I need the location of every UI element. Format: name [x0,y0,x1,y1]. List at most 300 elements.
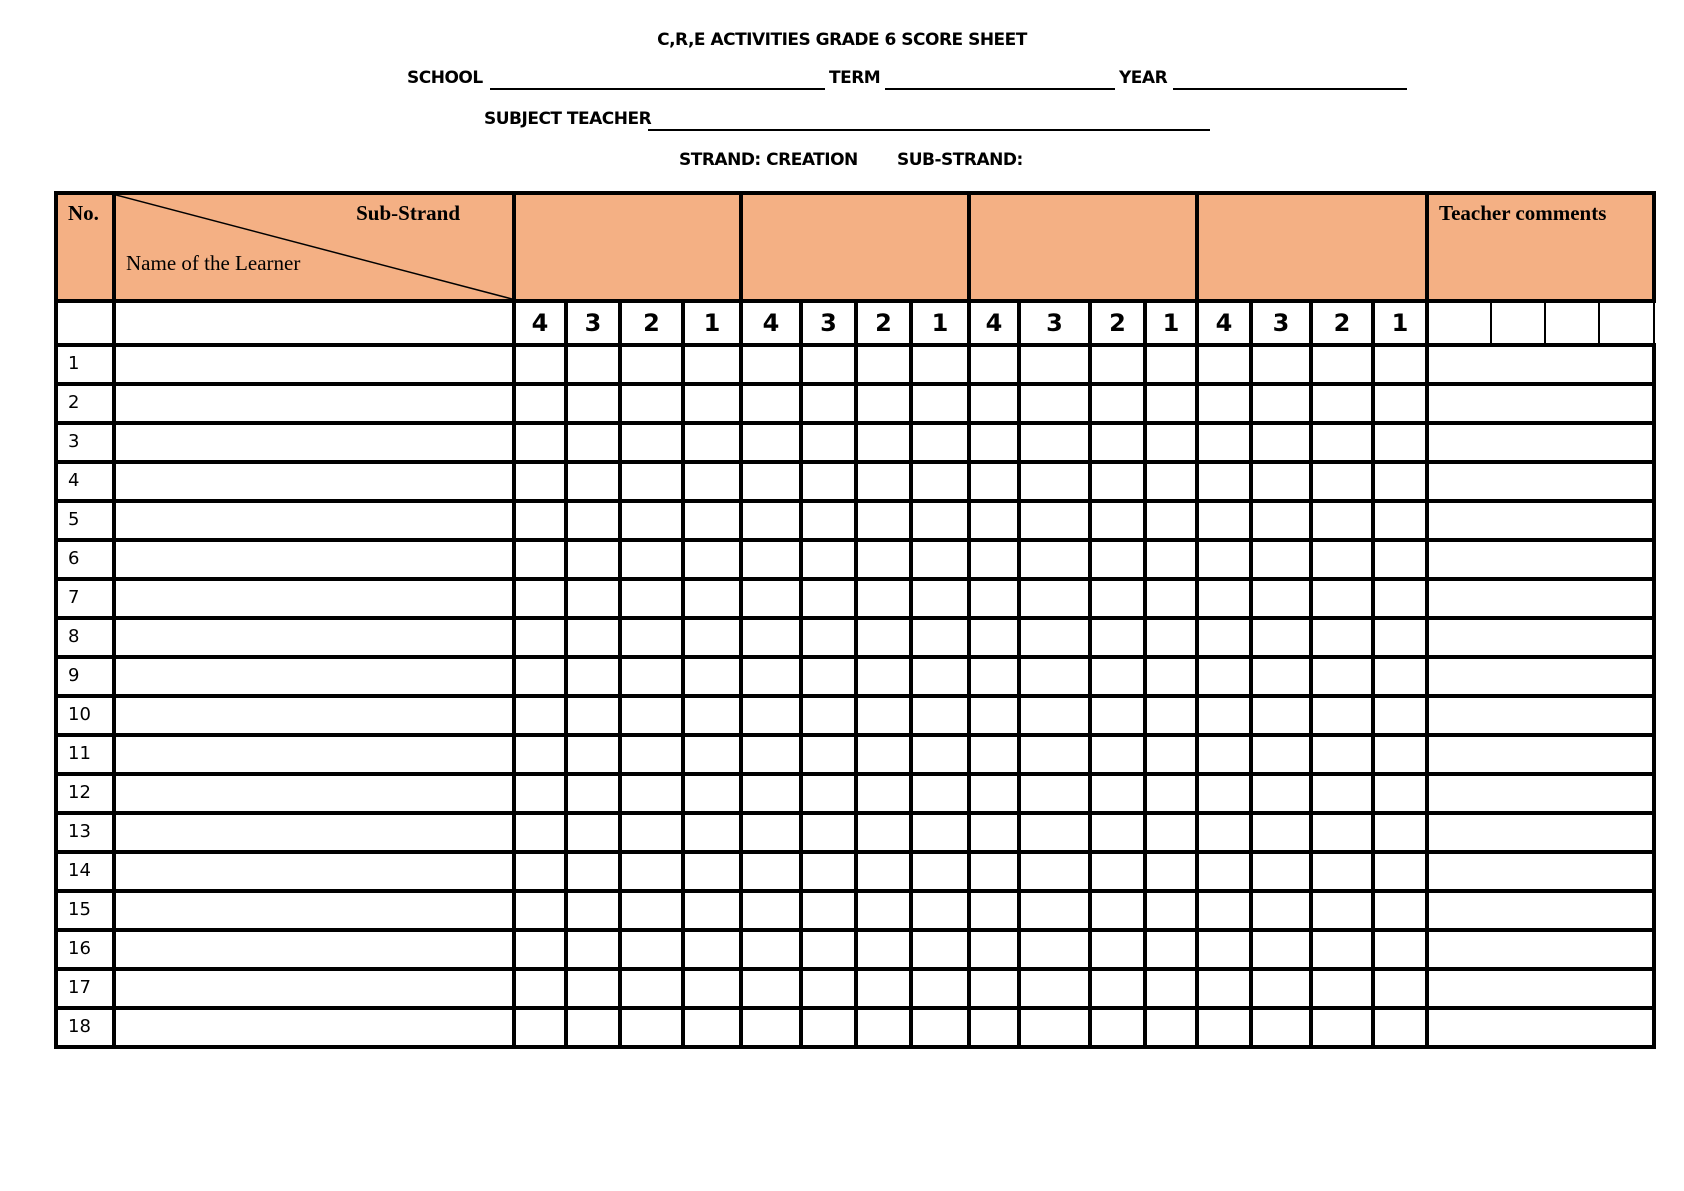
score-cell[interactable] [801,501,856,540]
score-cell[interactable] [1090,501,1145,540]
score-cell[interactable] [566,1008,620,1047]
score-cell[interactable] [620,852,683,891]
score-cell[interactable] [969,501,1019,540]
score-cell[interactable] [969,969,1019,1008]
score-cell[interactable] [1019,384,1090,423]
score-cell[interactable] [1019,501,1090,540]
score-cell[interactable] [1197,969,1251,1008]
score-cell[interactable] [566,540,620,579]
score-cell[interactable] [514,423,566,462]
learner-name-cell[interactable] [114,696,514,735]
score-cell[interactable] [741,579,801,618]
score-cell[interactable] [741,657,801,696]
score-cell[interactable] [801,930,856,969]
score-cell[interactable] [1145,774,1197,813]
score-cell[interactable] [1090,462,1145,501]
score-cell[interactable] [969,462,1019,501]
teacher-comment-cell[interactable] [1427,579,1654,618]
score-cell[interactable] [801,540,856,579]
score-cell[interactable] [741,618,801,657]
learner-name-cell[interactable] [114,852,514,891]
score-cell[interactable] [1373,384,1427,423]
score-cell[interactable] [566,423,620,462]
score-cell[interactable] [911,462,969,501]
score-cell[interactable] [856,345,911,384]
score-cell[interactable] [1090,735,1145,774]
score-cell[interactable] [1090,852,1145,891]
score-cell[interactable] [620,345,683,384]
score-cell[interactable] [1311,696,1373,735]
score-cell[interactable] [969,891,1019,930]
score-cell[interactable] [856,384,911,423]
score-cell[interactable] [620,540,683,579]
score-cell[interactable] [1197,891,1251,930]
substrand-group-1[interactable] [514,193,741,301]
score-cell[interactable] [566,618,620,657]
score-cell[interactable] [620,813,683,852]
score-cell[interactable] [683,423,741,462]
learner-name-cell[interactable] [114,657,514,696]
score-cell[interactable] [801,462,856,501]
score-cell[interactable] [1197,579,1251,618]
term-field[interactable] [885,88,1115,90]
score-cell[interactable] [1197,501,1251,540]
score-cell[interactable] [1090,969,1145,1008]
learner-name-cell[interactable] [114,540,514,579]
score-cell[interactable] [1019,852,1090,891]
score-cell[interactable] [969,345,1019,384]
score-cell[interactable] [683,345,741,384]
score-cell[interactable] [1373,852,1427,891]
score-cell[interactable] [1373,657,1427,696]
score-cell[interactable] [683,384,741,423]
score-cell[interactable] [1090,930,1145,969]
score-cell[interactable] [801,657,856,696]
score-cell[interactable] [856,618,911,657]
score-cell[interactable] [969,1008,1019,1047]
score-cell[interactable] [856,813,911,852]
learner-name-cell[interactable] [114,1008,514,1047]
score-cell[interactable] [620,657,683,696]
score-cell[interactable] [801,579,856,618]
score-cell[interactable] [683,891,741,930]
score-cell[interactable] [856,852,911,891]
score-cell[interactable] [1251,1008,1311,1047]
score-cell[interactable] [1145,891,1197,930]
score-cell[interactable] [566,696,620,735]
score-cell[interactable] [1090,1008,1145,1047]
score-cell[interactable] [856,423,911,462]
score-cell[interactable] [856,1008,911,1047]
score-cell[interactable] [1251,423,1311,462]
score-cell[interactable] [1373,774,1427,813]
score-cell[interactable] [1019,462,1090,501]
score-cell[interactable] [514,540,566,579]
score-cell[interactable] [801,384,856,423]
score-cell[interactable] [620,423,683,462]
score-cell[interactable] [1373,462,1427,501]
score-cell[interactable] [1251,540,1311,579]
learner-name-cell[interactable] [114,813,514,852]
score-cell[interactable] [566,930,620,969]
score-cell[interactable] [1197,852,1251,891]
score-cell[interactable] [1090,384,1145,423]
score-cell[interactable] [1197,657,1251,696]
score-cell[interactable] [801,969,856,1008]
score-cell[interactable] [514,735,566,774]
score-cell[interactable] [566,735,620,774]
score-cell[interactable] [1373,501,1427,540]
score-cell[interactable] [1090,618,1145,657]
learner-name-cell[interactable] [114,774,514,813]
score-cell[interactable] [741,423,801,462]
score-cell[interactable] [1251,813,1311,852]
score-cell[interactable] [1373,969,1427,1008]
score-cell[interactable] [1019,1008,1090,1047]
score-cell[interactable] [1373,345,1427,384]
score-cell[interactable] [801,852,856,891]
score-cell[interactable] [911,657,969,696]
score-cell[interactable] [1019,735,1090,774]
score-cell[interactable] [856,930,911,969]
score-cell[interactable] [741,345,801,384]
score-cell[interactable] [1311,657,1373,696]
teacher-comment-cell[interactable] [1427,891,1654,930]
score-cell[interactable] [801,735,856,774]
score-cell[interactable] [911,813,969,852]
score-cell[interactable] [620,969,683,1008]
score-cell[interactable] [1373,813,1427,852]
score-cell[interactable] [514,501,566,540]
score-cell[interactable] [741,501,801,540]
score-cell[interactable] [683,852,741,891]
learner-name-cell[interactable] [114,384,514,423]
score-cell[interactable] [566,969,620,1008]
score-cell[interactable] [514,462,566,501]
score-cell[interactable] [1251,579,1311,618]
score-cell[interactable] [1311,579,1373,618]
score-cell[interactable] [1311,501,1373,540]
learner-name-cell[interactable] [114,345,514,384]
score-cell[interactable] [683,1008,741,1047]
score-cell[interactable] [1197,618,1251,657]
learner-name-cell[interactable] [114,735,514,774]
score-cell[interactable] [1251,462,1311,501]
score-cell[interactable] [514,891,566,930]
score-cell[interactable] [911,930,969,969]
score-cell[interactable] [911,696,969,735]
score-cell[interactable] [683,579,741,618]
score-cell[interactable] [1145,618,1197,657]
score-cell[interactable] [911,852,969,891]
teacher-comment-cell[interactable] [1427,384,1654,423]
score-cell[interactable] [1373,618,1427,657]
score-cell[interactable] [1145,930,1197,969]
score-cell[interactable] [1145,579,1197,618]
score-cell[interactable] [1311,813,1373,852]
score-cell[interactable] [683,930,741,969]
score-cell[interactable] [741,813,801,852]
score-cell[interactable] [1019,540,1090,579]
score-cell[interactable] [969,774,1019,813]
score-cell[interactable] [1373,735,1427,774]
score-cell[interactable] [514,969,566,1008]
score-cell[interactable] [911,891,969,930]
score-cell[interactable] [801,345,856,384]
score-cell[interactable] [683,540,741,579]
score-cell[interactable] [1311,462,1373,501]
score-cell[interactable] [1251,774,1311,813]
score-cell[interactable] [1090,423,1145,462]
score-cell[interactable] [1251,969,1311,1008]
score-cell[interactable] [801,696,856,735]
score-cell[interactable] [1090,813,1145,852]
score-cell[interactable] [620,891,683,930]
score-cell[interactable] [1197,735,1251,774]
score-cell[interactable] [1197,813,1251,852]
score-cell[interactable] [683,969,741,1008]
substrand-group-4[interactable] [1197,193,1427,301]
score-cell[interactable] [566,813,620,852]
score-cell[interactable] [1373,540,1427,579]
score-cell[interactable] [911,384,969,423]
score-cell[interactable] [911,540,969,579]
score-cell[interactable] [620,735,683,774]
subject-teacher-field[interactable] [648,129,1210,131]
score-cell[interactable] [1090,891,1145,930]
teacher-comment-cell[interactable] [1427,696,1654,735]
learner-name-cell[interactable] [114,969,514,1008]
score-cell[interactable] [620,579,683,618]
teacher-comment-cell[interactable] [1427,774,1654,813]
score-cell[interactable] [911,969,969,1008]
score-cell[interactable] [1251,891,1311,930]
score-cell[interactable] [1311,423,1373,462]
score-cell[interactable] [969,735,1019,774]
score-cell[interactable] [856,462,911,501]
learner-name-cell[interactable] [114,930,514,969]
score-cell[interactable] [741,540,801,579]
score-cell[interactable] [1311,891,1373,930]
teacher-comment-cell[interactable] [1427,930,1654,969]
comment-subcell[interactable] [1545,301,1599,345]
score-cell[interactable] [1019,774,1090,813]
score-cell[interactable] [856,969,911,1008]
score-cell[interactable] [1373,891,1427,930]
score-cell[interactable] [801,774,856,813]
score-cell[interactable] [969,852,1019,891]
teacher-comment-cell[interactable] [1427,735,1654,774]
score-cell[interactable] [683,774,741,813]
score-cell[interactable] [1019,696,1090,735]
score-cell[interactable] [1019,423,1090,462]
score-cell[interactable] [911,618,969,657]
score-cell[interactable] [911,735,969,774]
score-cell[interactable] [741,735,801,774]
score-cell[interactable] [514,852,566,891]
teacher-comment-cell[interactable] [1427,657,1654,696]
score-cell[interactable] [969,384,1019,423]
score-cell[interactable] [514,657,566,696]
score-cell[interactable] [1197,540,1251,579]
score-cell[interactable] [1019,657,1090,696]
score-cell[interactable] [1145,696,1197,735]
score-cell[interactable] [1311,1008,1373,1047]
score-cell[interactable] [1090,540,1145,579]
score-cell[interactable] [1197,462,1251,501]
score-cell[interactable] [1373,930,1427,969]
score-cell[interactable] [1311,540,1373,579]
learner-name-cell[interactable] [114,579,514,618]
score-cell[interactable] [801,423,856,462]
score-cell[interactable] [1090,345,1145,384]
score-cell[interactable] [1145,423,1197,462]
score-cell[interactable] [1251,930,1311,969]
score-cell[interactable] [969,423,1019,462]
score-cell[interactable] [801,618,856,657]
learner-name-cell[interactable] [114,891,514,930]
score-cell[interactable] [856,501,911,540]
score-cell[interactable] [969,930,1019,969]
score-cell[interactable] [1145,501,1197,540]
teacher-comment-cell[interactable] [1427,345,1654,384]
score-cell[interactable] [1251,618,1311,657]
score-cell[interactable] [566,501,620,540]
teacher-comment-cell[interactable] [1427,1008,1654,1047]
score-cell[interactable] [1251,501,1311,540]
score-cell[interactable] [683,462,741,501]
score-cell[interactable] [741,969,801,1008]
score-cell[interactable] [620,501,683,540]
score-cell[interactable] [620,696,683,735]
score-cell[interactable] [566,891,620,930]
score-cell[interactable] [1019,813,1090,852]
score-cell[interactable] [566,852,620,891]
score-cell[interactable] [620,384,683,423]
score-cell[interactable] [969,696,1019,735]
score-cell[interactable] [1373,696,1427,735]
score-cell[interactable] [1197,423,1251,462]
teacher-comment-cell[interactable] [1427,813,1654,852]
score-cell[interactable] [741,384,801,423]
score-cell[interactable] [1311,345,1373,384]
score-cell[interactable] [741,852,801,891]
score-cell[interactable] [969,657,1019,696]
score-cell[interactable] [1145,1008,1197,1047]
score-cell[interactable] [1019,618,1090,657]
score-cell[interactable] [1251,852,1311,891]
score-cell[interactable] [741,930,801,969]
comment-subcell[interactable] [1599,301,1654,345]
score-cell[interactable] [1251,345,1311,384]
score-cell[interactable] [514,696,566,735]
score-cell[interactable] [1373,423,1427,462]
score-cell[interactable] [1311,852,1373,891]
score-cell[interactable] [969,579,1019,618]
score-cell[interactable] [1311,735,1373,774]
score-cell[interactable] [856,735,911,774]
score-cell[interactable] [1311,969,1373,1008]
score-cell[interactable] [741,462,801,501]
score-cell[interactable] [514,813,566,852]
score-cell[interactable] [1251,696,1311,735]
comment-subcell[interactable] [1491,301,1545,345]
score-cell[interactable] [801,1008,856,1047]
score-cell[interactable] [856,540,911,579]
score-cell[interactable] [566,345,620,384]
score-cell[interactable] [620,618,683,657]
score-cell[interactable] [566,579,620,618]
year-field[interactable] [1173,88,1407,90]
learner-name-cell[interactable] [114,618,514,657]
score-cell[interactable] [1019,930,1090,969]
score-cell[interactable] [1145,540,1197,579]
learner-name-cell[interactable] [114,423,514,462]
score-cell[interactable] [856,657,911,696]
score-cell[interactable] [911,423,969,462]
score-cell[interactable] [856,891,911,930]
score-cell[interactable] [1090,696,1145,735]
score-cell[interactable] [1019,345,1090,384]
teacher-comment-cell[interactable] [1427,423,1654,462]
score-cell[interactable] [856,774,911,813]
score-cell[interactable] [566,774,620,813]
score-cell[interactable] [1145,813,1197,852]
score-cell[interactable] [1145,462,1197,501]
score-cell[interactable] [620,774,683,813]
score-cell[interactable] [1145,852,1197,891]
score-cell[interactable] [620,462,683,501]
score-cell[interactable] [1311,384,1373,423]
score-cell[interactable] [514,1008,566,1047]
score-cell[interactable] [1019,969,1090,1008]
score-cell[interactable] [911,774,969,813]
score-cell[interactable] [514,774,566,813]
score-cell[interactable] [620,1008,683,1047]
teacher-comment-cell[interactable] [1427,969,1654,1008]
score-cell[interactable] [741,696,801,735]
score-cell[interactable] [1251,657,1311,696]
score-cell[interactable] [683,735,741,774]
score-cell[interactable] [1145,657,1197,696]
score-cell[interactable] [514,579,566,618]
score-cell[interactable] [683,618,741,657]
score-cell[interactable] [911,1008,969,1047]
score-cell[interactable] [620,930,683,969]
score-cell[interactable] [566,462,620,501]
score-cell[interactable] [1145,345,1197,384]
score-cell[interactable] [1197,696,1251,735]
score-cell[interactable] [1197,930,1251,969]
score-cell[interactable] [969,618,1019,657]
score-cell[interactable] [1311,774,1373,813]
score-cell[interactable] [911,501,969,540]
score-cell[interactable] [514,618,566,657]
score-cell[interactable] [1311,618,1373,657]
learner-name-cell[interactable] [114,501,514,540]
score-cell[interactable] [741,1008,801,1047]
score-cell[interactable] [1311,930,1373,969]
score-cell[interactable] [683,696,741,735]
score-cell[interactable] [911,579,969,618]
score-cell[interactable] [683,813,741,852]
teacher-comment-cell[interactable] [1427,618,1654,657]
score-cell[interactable] [856,696,911,735]
score-cell[interactable] [1197,1008,1251,1047]
score-cell[interactable] [1019,579,1090,618]
score-cell[interactable] [1145,969,1197,1008]
score-cell[interactable] [1373,579,1427,618]
